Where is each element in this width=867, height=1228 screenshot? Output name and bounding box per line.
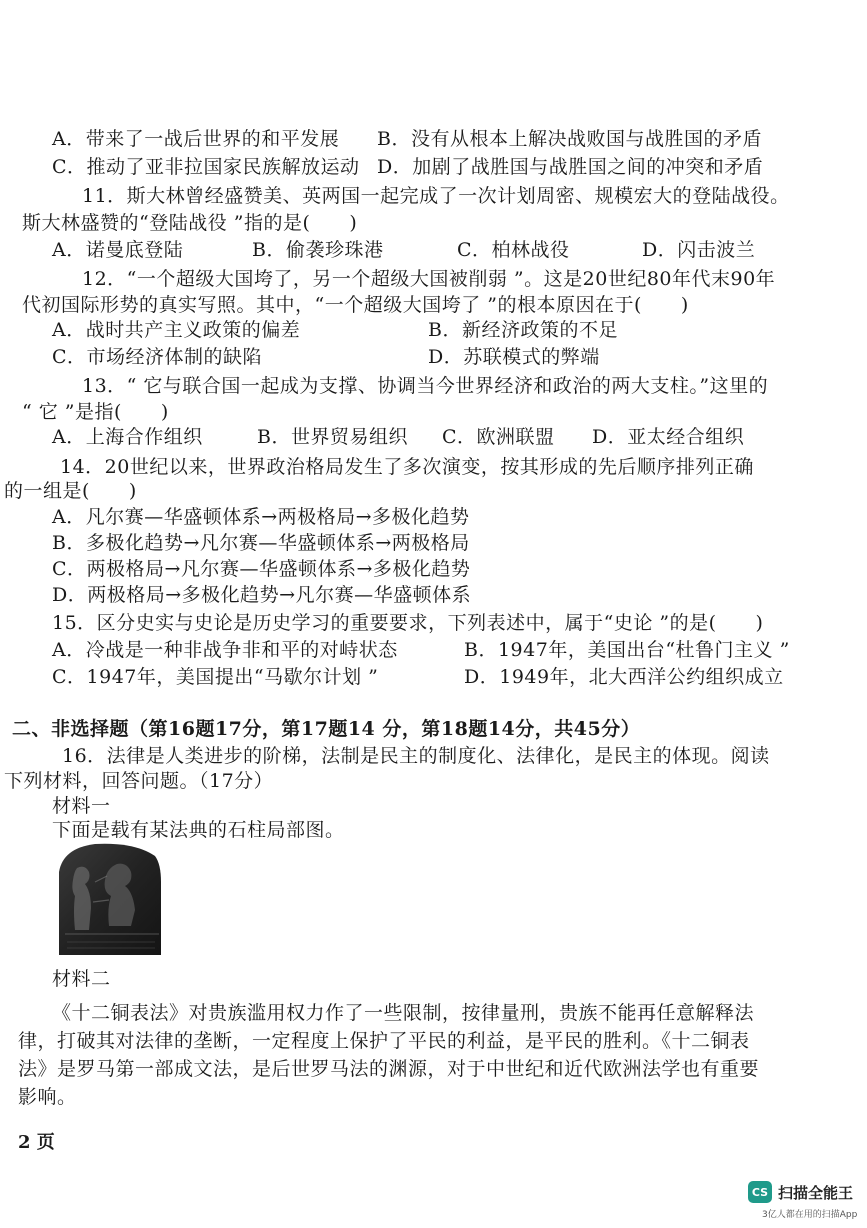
q16-material2-line4: 影响。: [18, 1086, 77, 1108]
q13-option-d: D．亚太经合组织: [592, 426, 745, 448]
q14-option-a: A．凡尔赛—华盛顿体系→两极格局→多极化趋势: [52, 506, 470, 528]
q13-stem-line2: “ 它 ”是指( ): [22, 401, 169, 423]
q10-options-row1: [52, 126, 762, 152]
q13-option-a: A．上海合作组织: [52, 426, 203, 448]
q15-option-b: B．1947年，美国出台“杜鲁门主义 ”: [464, 639, 790, 661]
q12-option-d: D．苏联模式的弊端: [428, 346, 600, 368]
scanner-app-tagline: 3亿人都在用的扫描App: [762, 1210, 858, 1220]
q10-option-d: D．加剧了战胜国与战胜国之间的冲突和矛盾: [377, 156, 764, 178]
q16-material2-line1: 《十二铜表法》对贵族滥用权力作了一些限制，按律量刑，贵族不能再任意解释法: [52, 1002, 755, 1024]
q10-options-row2: [52, 154, 763, 180]
scanner-watermark: [748, 1180, 853, 1204]
q12-options-row1: [52, 317, 618, 343]
q15-stem: 15．区分史实与史论是历史学习的重要要求，下列表述中，属于“史论 ”的是( ): [52, 612, 764, 634]
q16-material1-text: 下面是载有某法典的石柱局部图。: [52, 819, 345, 841]
section2-heading: 二、非选择题（第16题17分，第17题14 分，第18题14分，共45分）: [12, 718, 641, 740]
q12-option-a: A．战时共产主义政策的偏差: [52, 319, 301, 341]
q11-stem-line2: 斯大林盛赞的“登陆战役 ”指的是( ): [22, 212, 358, 234]
q14-option-b: B．多极化趋势→凡尔赛—华盛顿体系→两极格局: [52, 532, 470, 554]
q16-stem-line2: 下列材料，回答问题。（17分）: [4, 770, 274, 792]
q11-option-a: A．诺曼底登陆: [52, 239, 184, 261]
q15-option-a: A．冷战是一种非战争非和平的对峙状态: [52, 639, 398, 661]
q14-option-d: D．两极格局→多极化趋势→凡尔赛—华盛顿体系: [52, 584, 472, 606]
q11-option-d: D．闪击波兰: [642, 239, 756, 261]
q15-options-row2: [52, 664, 784, 690]
q15-option-c: C．1947年，美国提出“马歇尔计划 ”: [52, 666, 379, 688]
q14-stem-line1: 14．20世纪以来，世界政治格局发生了多次演变，按其形成的先后顺序排列正确: [60, 456, 754, 478]
q14-option-c: C．两极格局→凡尔赛—华盛顿体系→多极化趋势: [52, 558, 471, 580]
q12-options-row2: [52, 344, 600, 370]
q12-option-c: C．市场经济体制的缺陷: [52, 346, 263, 368]
q12-option-b: B．新经济政策的不足: [428, 319, 618, 341]
q13-stem-line1: 13．“ 它与联合国一起成为支撑、协调当今世界经济和政治的两大支柱。”这里的: [82, 375, 769, 397]
q12-stem-line2: 代初国际形势的真实写照。其中，“一个超级大国垮了 ”的根本原因在于( ): [22, 294, 689, 316]
q13-option-c: C．欧洲联盟: [442, 426, 555, 448]
q14-stem-line2: 的一组是( ): [4, 480, 137, 502]
page-number: 2 页: [18, 1132, 55, 1153]
stele-image: [55, 842, 163, 955]
q13-options: [52, 424, 744, 450]
q10-option-c: C．推动了亚非拉国家民族解放运动: [52, 156, 360, 178]
camscanner-logo-icon: CS: [748, 1181, 772, 1203]
q11-stem-line1: 11．斯大林曾经盛赞美、英两国一起完成了一次计划周密、规模宏大的登陆战役。: [82, 185, 790, 207]
q10-option-a: A．带来了一战后世界的和平发展: [52, 128, 340, 150]
q13-option-b: B．世界贸易组织: [257, 426, 408, 448]
q16-material1-label: 材料一: [52, 795, 111, 817]
q15-options-row1: [52, 637, 790, 663]
scanner-app-name: 扫描全能王: [778, 1183, 854, 1202]
q16-material2-line2: 律，打破其对法律的垄断，一定程度上保护了平民的利益，是平民的胜利。《十二铜表: [18, 1030, 750, 1052]
q16-stem-line1: 16．法律是人类进步的阶梯，法制是民主的制度化、法律化，是民主的体现。阅读: [62, 745, 770, 767]
q11-options: [52, 237, 755, 263]
q10-option-b: B．没有从根本上解决战败国与战胜国的矛盾: [377, 128, 762, 150]
q15-option-d: D．1949年，北大西洋公约组织成立: [464, 666, 784, 688]
q16-material2-line3: 法》是罗马第一部成文法，是后世罗马法的渊源，对于中世纪和近代欧洲法学也有重要: [18, 1058, 760, 1080]
q16-material2-label: 材料二: [52, 968, 111, 990]
q11-option-b: B．偷袭珍珠港: [252, 239, 384, 261]
q11-option-c: C．柏林战役: [457, 239, 570, 261]
q12-stem-line1: 12．“一个超级大国垮了，另一个超级大国被削弱 ”。这是20世纪80年代末90年: [82, 268, 776, 290]
